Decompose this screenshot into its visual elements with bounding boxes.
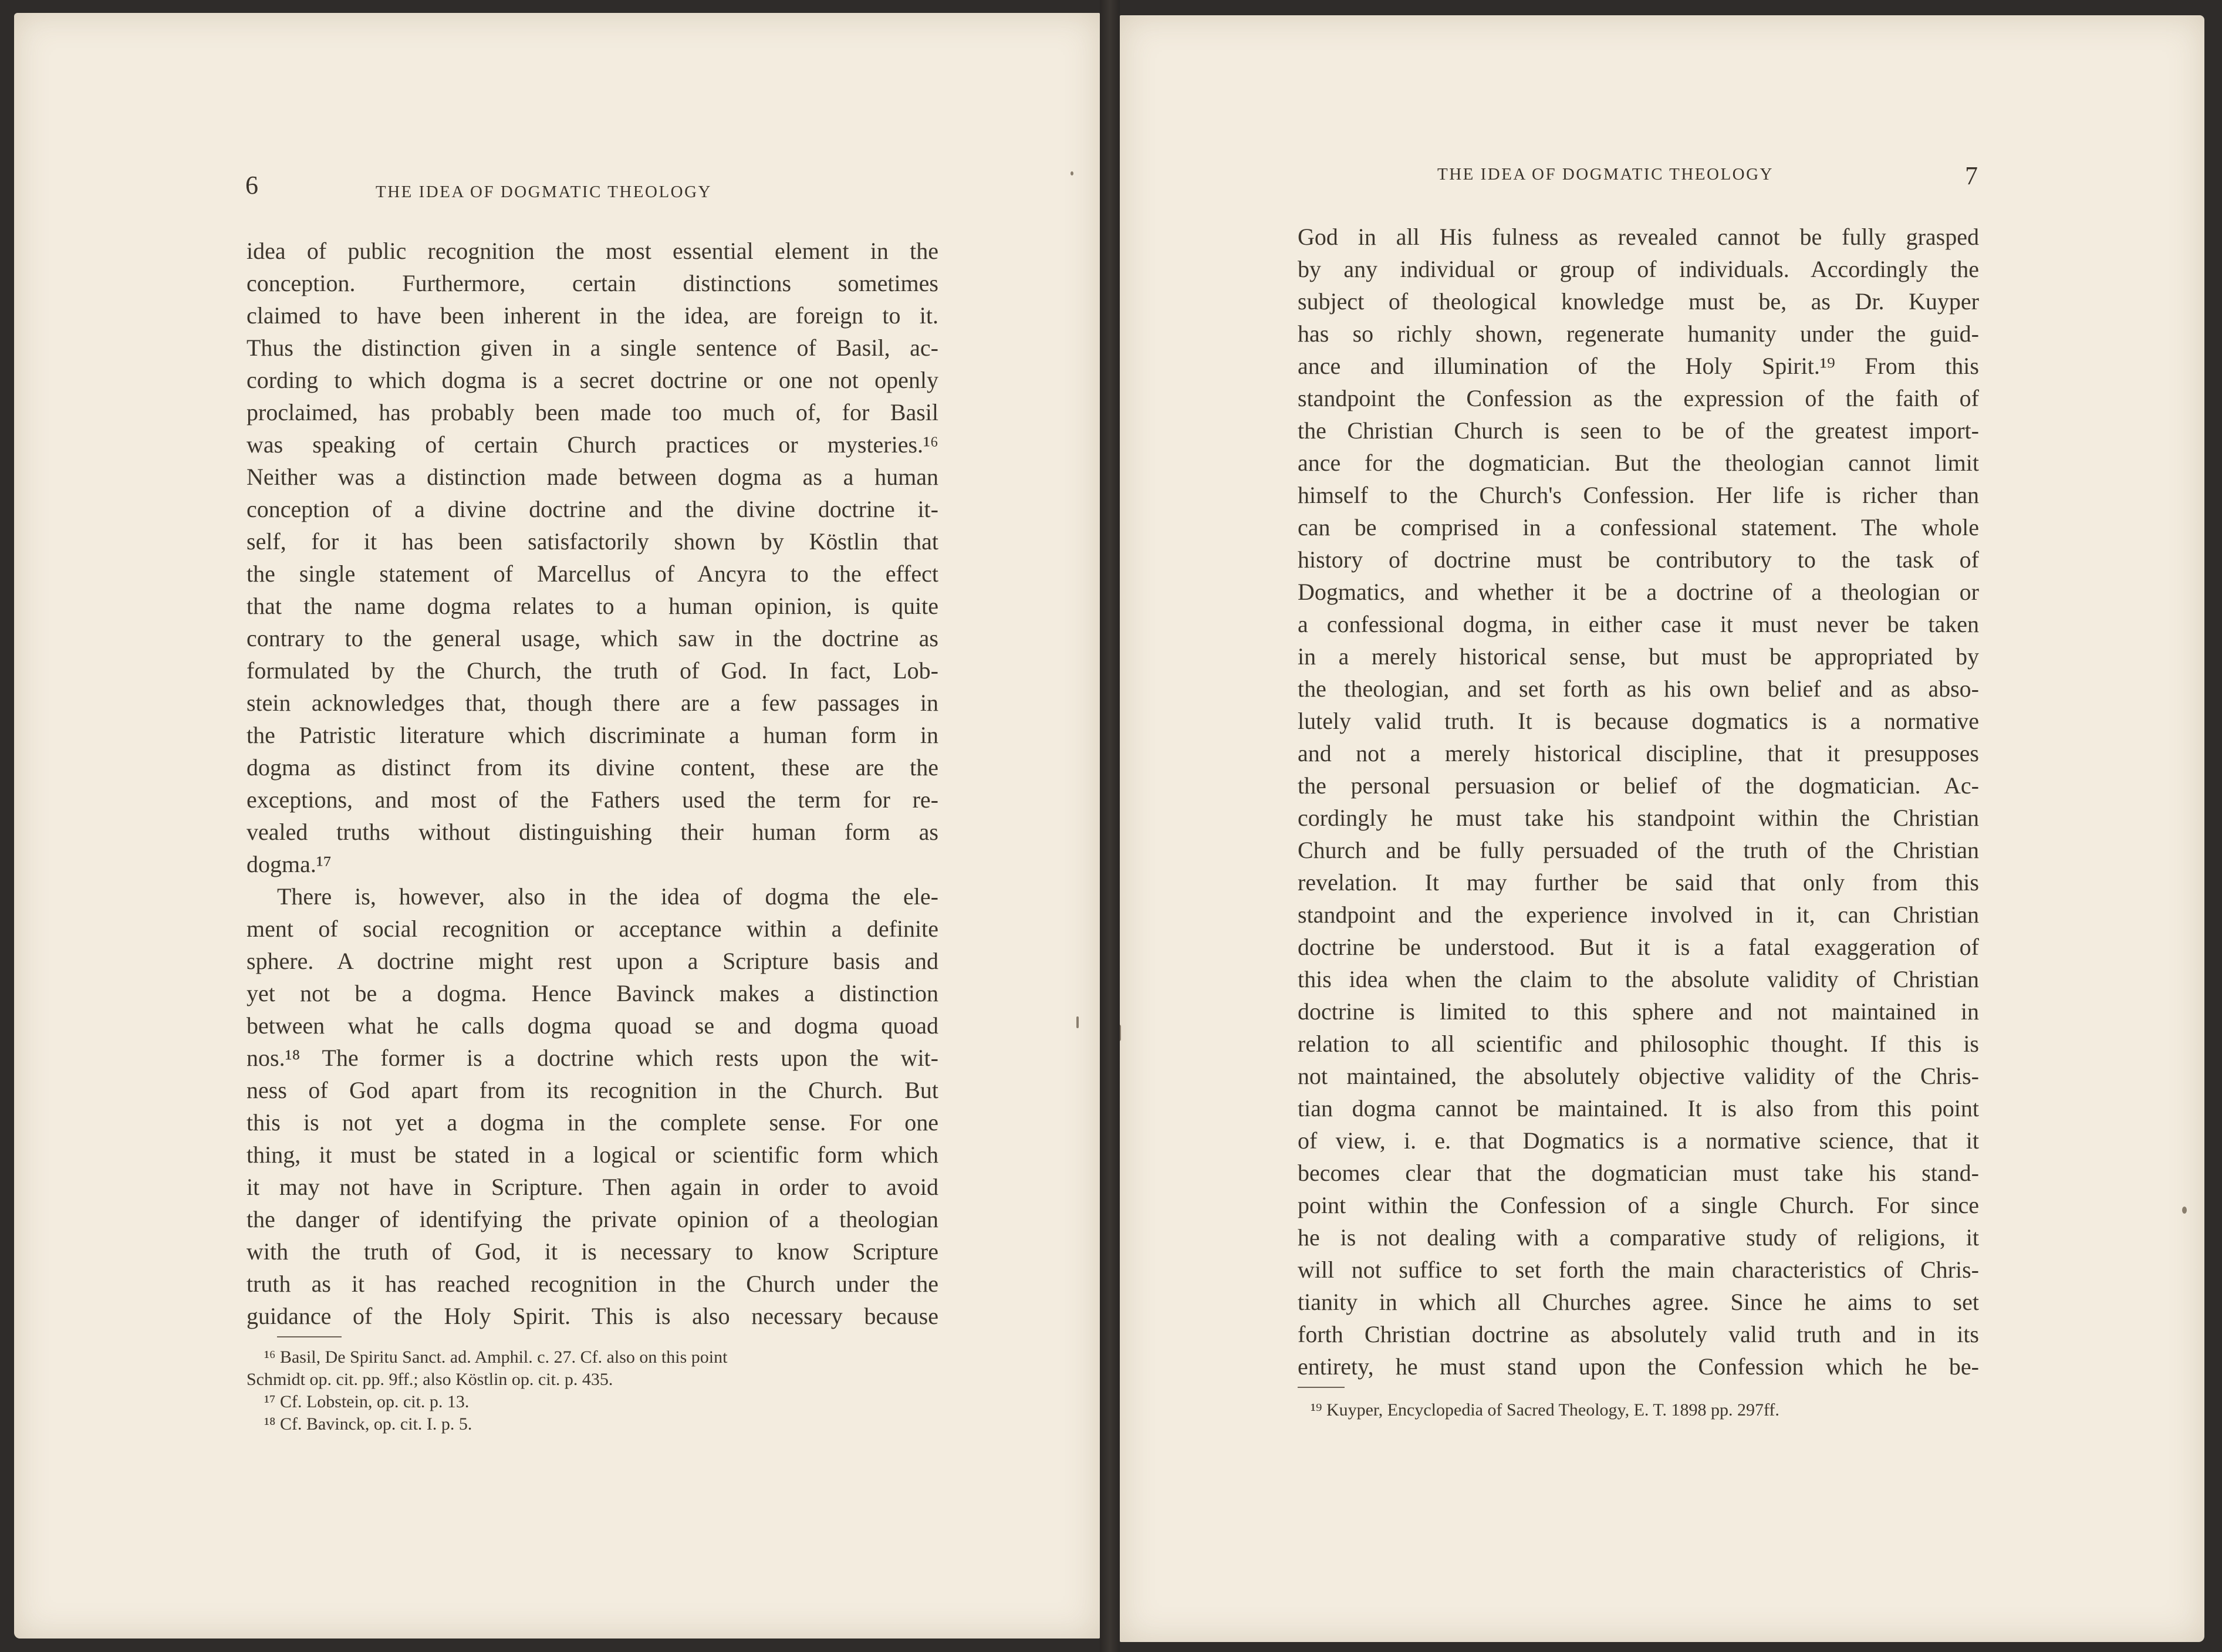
text-line: contrary to the general usage, which saw in the doctrine as — [246, 625, 938, 651]
footnote-line: ¹⁹ Kuyper, Encyclopedia of Sacred Theology, E. T. 1898 pp. 297ff. — [1311, 1400, 1779, 1420]
page-number: 6 — [245, 171, 258, 200]
text-line: by any individual or group of individuals. Accordingly the — [1298, 256, 1979, 282]
text-line: cordingly he must take his standpoint within the Christian — [1298, 805, 1979, 831]
text-line: the Christian Church is seen to be of the greatest import- — [1298, 417, 1979, 444]
text-line: in a merely historical sense, but must be appropriated by — [1298, 643, 1979, 670]
footnotes — [246, 1346, 939, 1435]
running-head: THE IDEA OF DOGMATIC THEOLOGY — [1437, 165, 1774, 184]
text-line: yet not be a dogma. Hence Bavinck makes a distinction — [246, 980, 938, 1006]
footnote-line: ¹⁷ Cf. Lobstein, op. cit. p. 13. — [264, 1392, 470, 1411]
text-line: nos.¹⁸ The former is a doctrine which rests upon the wit- — [246, 1045, 938, 1071]
text-line: guidance of the Holy Spirit. This is also necessary because — [246, 1303, 938, 1329]
text-line: truth as it has reached recognition in the Church under the — [246, 1271, 938, 1297]
text-line: dogma as distinct from its divine content, these are the — [246, 754, 938, 781]
text-line: standpoint and the experience involved in it, can Christian — [1298, 901, 1979, 928]
text-line: this is not yet a dogma in the complete sense. For one — [246, 1109, 938, 1136]
footnotes — [1298, 1399, 1984, 1421]
body-text — [1298, 221, 1979, 1383]
text-line: that the name dogma relates to a human opinion, is quite — [246, 593, 938, 619]
text-line: with the truth of God, it is necessary to know Scripture — [246, 1238, 938, 1265]
book-gutter — [1100, 0, 1120, 1652]
text-line: point within the Confession of a single Church. For since — [1298, 1192, 1979, 1218]
text-line: tianity in which all Churches agree. Since he aims to set — [1298, 1289, 1979, 1315]
text-line: sphere. A doctrine might rest upon a Scripture basis and — [246, 948, 938, 974]
text-line: cording to which dogma is a secret doctrine or one not openly — [246, 367, 938, 393]
text-line: the danger of identifying the private opinion of a theologian — [246, 1206, 938, 1232]
paper-speck — [1120, 1025, 1121, 1041]
text-line: the single statement of Marcellus of Ancyra to the effect — [246, 560, 938, 587]
text-line: was speaking of certain Church practices or mysteries.¹⁶ — [246, 431, 938, 458]
text-line: this idea when the claim to the absolute validity of Christian — [1298, 966, 1979, 992]
text-line: ness of God apart from its recognition in the Church. But — [246, 1077, 938, 1103]
text-line: ance for the dogmatician. But the theologian cannot limit — [1298, 450, 1979, 476]
text-line: claimed to have been inherent in the idea, are foreign to it. — [246, 302, 938, 329]
text-line: There is, however, also in the idea of dogma the ele- — [277, 883, 938, 910]
text-line: Dogmatics, and whether it be a doctrine of a theologian or — [1298, 579, 1979, 605]
text-line: entirety, he must stand upon the Confession which he be- — [1298, 1353, 1979, 1380]
paper-speck — [1071, 171, 1073, 175]
footnote-line: ¹⁶ Basil, De Spiritu Sanct. ad. Amphil. c. 27. Cf. also on this point — [264, 1347, 728, 1367]
footnote-rule — [277, 1336, 342, 1337]
text-line: the theologian, and set forth as his own belief and as abso- — [1298, 675, 1979, 702]
text-line: has so richly shown, regenerate humanity under the guid- — [1298, 320, 1979, 347]
text-line: lutely valid truth. It is because dogmatics is a normative — [1298, 708, 1979, 734]
text-line: proclaimed, has probably been made too much of, for Basil — [246, 399, 938, 425]
text-line: history of doctrine must be contributory to the task of — [1298, 546, 1979, 573]
right-page — [1120, 15, 2204, 1642]
paper-speck — [1076, 1016, 1079, 1028]
text-line: it may not have in Scripture. Then again in order to avoid — [246, 1174, 938, 1200]
text-line: and not a merely historical discipline, that it presupposes — [1298, 740, 1979, 766]
text-line: becomes clear that the dogmatician must take his stand- — [1298, 1160, 1979, 1186]
text-line: tian dogma cannot be maintained. It is also from this point — [1298, 1095, 1979, 1121]
text-line: subject of theological knowledge must be, as Dr. Kuyper — [1298, 288, 1979, 315]
page-number: 7 — [1965, 161, 1978, 190]
text-line: conception of a divine doctrine and the divine doctrine it- — [246, 496, 938, 522]
text-line: a confessional dogma, in either case it must never be taken — [1298, 611, 1979, 637]
text-line: the Patristic literature which discriminate a human form in — [246, 722, 938, 748]
text-line: self, for it has been satisfactorily shown by Köstlin that — [246, 528, 938, 555]
text-line: thing, it must be stated in a logical or scientific form which — [246, 1141, 938, 1168]
left-page — [14, 13, 1100, 1639]
text-line: God in all His fulness as revealed cannot be fully grasped — [1298, 224, 1979, 250]
body-text — [246, 235, 938, 1332]
text-line: he is not dealing with a comparative study of religions, it — [1298, 1224, 1979, 1251]
running-head: THE IDEA OF DOGMATIC THEOLOGY — [376, 183, 712, 201]
text-line: can be comprised in a confessional statement. The whole — [1298, 514, 1979, 540]
text-line: doctrine be understood. But it is a fatal exaggeration of — [1298, 934, 1979, 960]
text-line: formulated by the Church, the truth of God. In fact, Lob- — [246, 657, 938, 684]
text-line: dogma.¹⁷ — [246, 851, 332, 877]
text-line: Church and be fully persuaded of the truth of the Christian — [1298, 837, 1979, 863]
footnote-line: Schmidt op. cit. pp. 9ff.; also Köstlin op. cit. p. 435. — [246, 1370, 613, 1389]
text-line: ance and illumination of the Holy Spirit.¹⁹ From this — [1298, 353, 1979, 379]
text-line: standpoint the Confession as the expression of the faith of — [1298, 385, 1979, 411]
text-line: himself to the Church's Confession. Her life is richer than — [1298, 482, 1979, 508]
text-line: not maintained, the absolutely objective validity of the Chris- — [1298, 1063, 1979, 1089]
text-line: Thus the distinction given in a single sentence of Basil, ac- — [246, 335, 938, 361]
text-line: exceptions, and most of the Fathers used the term for re- — [246, 786, 938, 813]
text-line: conception. Furthermore, certain distinctions sometimes — [246, 270, 938, 296]
text-line: revelation. It may further be said that only from this — [1298, 869, 1979, 896]
text-line: of view, i. e. that Dogmatics is a normative science, that it — [1298, 1127, 1979, 1154]
footnote-line: ¹⁸ Cf. Bavinck, op. cit. I. p. 5. — [264, 1414, 472, 1434]
text-line: Neither was a distinction made between dogma as a human — [246, 464, 938, 490]
text-line: relation to all scientific and philosophic thought. If this is — [1298, 1031, 1979, 1057]
text-line: ment of social recognition or acceptance within a definite — [246, 915, 938, 942]
text-line: idea of public recognition the most essential element in the — [246, 238, 938, 264]
text-line: between what he calls dogma quoad se and dogma quoad — [246, 1012, 938, 1039]
footnote-rule — [1298, 1387, 1345, 1388]
text-line: forth Christian doctrine as absolutely valid truth and in its — [1298, 1321, 1979, 1347]
text-line: doctrine is limited to this sphere and not maintained in — [1298, 998, 1979, 1025]
paper-speck — [2182, 1207, 2187, 1214]
text-line: stein acknowledges that, though there are a few passages in — [246, 690, 938, 716]
text-line: the personal persuasion or belief of the dogmatician. Ac- — [1298, 772, 1979, 799]
text-line: vealed truths without distinguishing their human form as — [246, 819, 938, 845]
text-line: will not suffice to set forth the main characteristics of Chris- — [1298, 1256, 1979, 1283]
